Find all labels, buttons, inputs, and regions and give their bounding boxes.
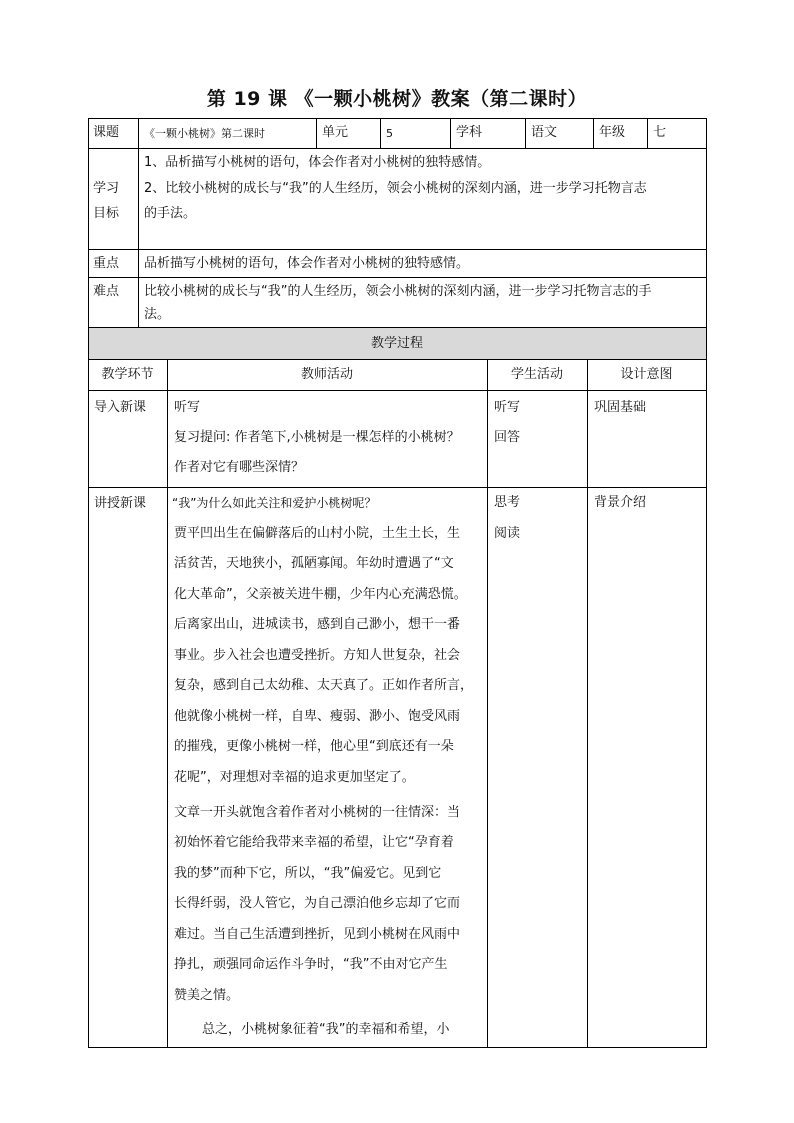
col-header-student: 学生活动 bbox=[510, 367, 563, 382]
teacher-line: 他就像小桃树一样，自卑、瘦弱、渺小、饱受风雨 bbox=[174, 709, 461, 724]
table-row-stage: 讲授新课 bbox=[94, 496, 147, 511]
col-header-teacher: 教师活动 bbox=[300, 367, 353, 382]
intent-text: 背景介绍 bbox=[594, 495, 647, 510]
teacher-line: 文章一开头就饱含着作者对小桃树的一往情深：当 bbox=[174, 805, 461, 820]
unit-value: 5 bbox=[386, 127, 393, 140]
teacher-line: 我的梦”而种下它，所以，“我”偏爱它。见到它 bbox=[174, 866, 442, 881]
subject-value: 语文 bbox=[531, 125, 558, 140]
subject-label: 学科 bbox=[456, 125, 483, 140]
objective-line: 的手法。 bbox=[144, 206, 197, 221]
unit-label: 单元 bbox=[322, 125, 349, 140]
teacher-line: 事业。步入社会也遭受挫折。方知人世复杂，社会 bbox=[174, 648, 461, 663]
grade-label: 年级 bbox=[599, 125, 626, 140]
key-point-text: 品析描写小桃树的语句，体会作者对小桃树的独特感情。 bbox=[144, 256, 470, 271]
page-title: 第 19 课 《一颗小桃树》教案（第二课时） bbox=[206, 88, 588, 110]
key-point-label: 重点 bbox=[93, 256, 120, 271]
col-header-stage: 教学环节 bbox=[101, 367, 154, 382]
teacher-line: 听写 bbox=[174, 400, 201, 415]
teacher-line: 的摧残，更像小桃树一样，他心里“到底还有一朵 bbox=[174, 739, 454, 754]
teacher-line: “我”为什么如此关注和爱护小桃树呢？ bbox=[172, 496, 377, 510]
process-header: 教学过程 bbox=[370, 336, 423, 351]
teacher-line: 长得纤弱，没人管它，为自己漂泊他乡忘却了它而 bbox=[174, 896, 461, 911]
objectives-label-1: 学习 bbox=[93, 181, 120, 196]
intent-text: 巩固基础 bbox=[594, 400, 647, 415]
objective-line: 1、品析描写小桃树的语句，体会作者对小桃树的独特感情。 bbox=[144, 155, 491, 170]
teacher-line: 赞美之情。 bbox=[174, 988, 240, 1003]
teacher-line: 初始怀着它能给我带来幸福的希望，让它“孕育着 bbox=[174, 835, 454, 850]
col-header-intent: 设计意图 bbox=[620, 367, 673, 382]
teacher-line: 难过。当自己生活遭到挫折，见到小桃树在风雨中 bbox=[174, 927, 461, 942]
teacher-line: 复习提问: 作者笔下,小桃树是一棵怎样的小桃树？ bbox=[174, 430, 460, 445]
teacher-line: 作者对它有哪些深情？ bbox=[174, 460, 305, 475]
objective-line: 2、比较小桃树的成长与“我”的人生经历，领会小桃树的深刻内涵，进一步学习托物言志 bbox=[144, 181, 647, 196]
teacher-line: 复杂，感到自己太幼稚、太天真了。正如作者所言， bbox=[174, 678, 474, 693]
teacher-line: 活贫苦，天地狭小，孤陋寡闻。年幼时遭遇了“文 bbox=[174, 556, 454, 571]
teacher-line: 总之，小桃树象征着“我”的幸福和希望，小 bbox=[202, 1022, 450, 1037]
difficulty-line: 比较小桃树的成长与“我”的人生经历，领会小桃树的深刻内涵，进一步学习托物言志的手 bbox=[144, 284, 652, 299]
teacher-line: 化大革命”，父亲被关进牛棚，少年内心充满恐慌。 bbox=[174, 587, 467, 602]
student-line: 思考 bbox=[494, 495, 521, 510]
student-line: 阅读 bbox=[494, 526, 521, 541]
topic-label: 课题 bbox=[93, 125, 120, 140]
student-line: 回答 bbox=[494, 430, 521, 445]
difficulty-label: 难点 bbox=[93, 284, 120, 299]
topic-value: 《一颗小桃树》第二课时 bbox=[144, 127, 265, 140]
teacher-line: 贾平凹出生在偏僻落后的山村小院，土生土长，生 bbox=[174, 526, 461, 541]
table-row-stage: 导入新课 bbox=[94, 400, 147, 415]
student-line: 听写 bbox=[494, 400, 521, 415]
grade-value: 七 bbox=[653, 125, 667, 140]
teacher-line: 后离家出山，进城读书，感到自己渺小，想干一番 bbox=[174, 617, 461, 632]
objectives-label-2: 目标 bbox=[93, 206, 120, 221]
teacher-line: 挣扎，顽强同命运作斗争时，“我”不由对它产生 bbox=[174, 957, 448, 972]
difficulty-line: 法。 bbox=[144, 307, 171, 322]
teacher-line: 花呢”，对理想对幸福的追求更加坚定了。 bbox=[174, 770, 415, 785]
